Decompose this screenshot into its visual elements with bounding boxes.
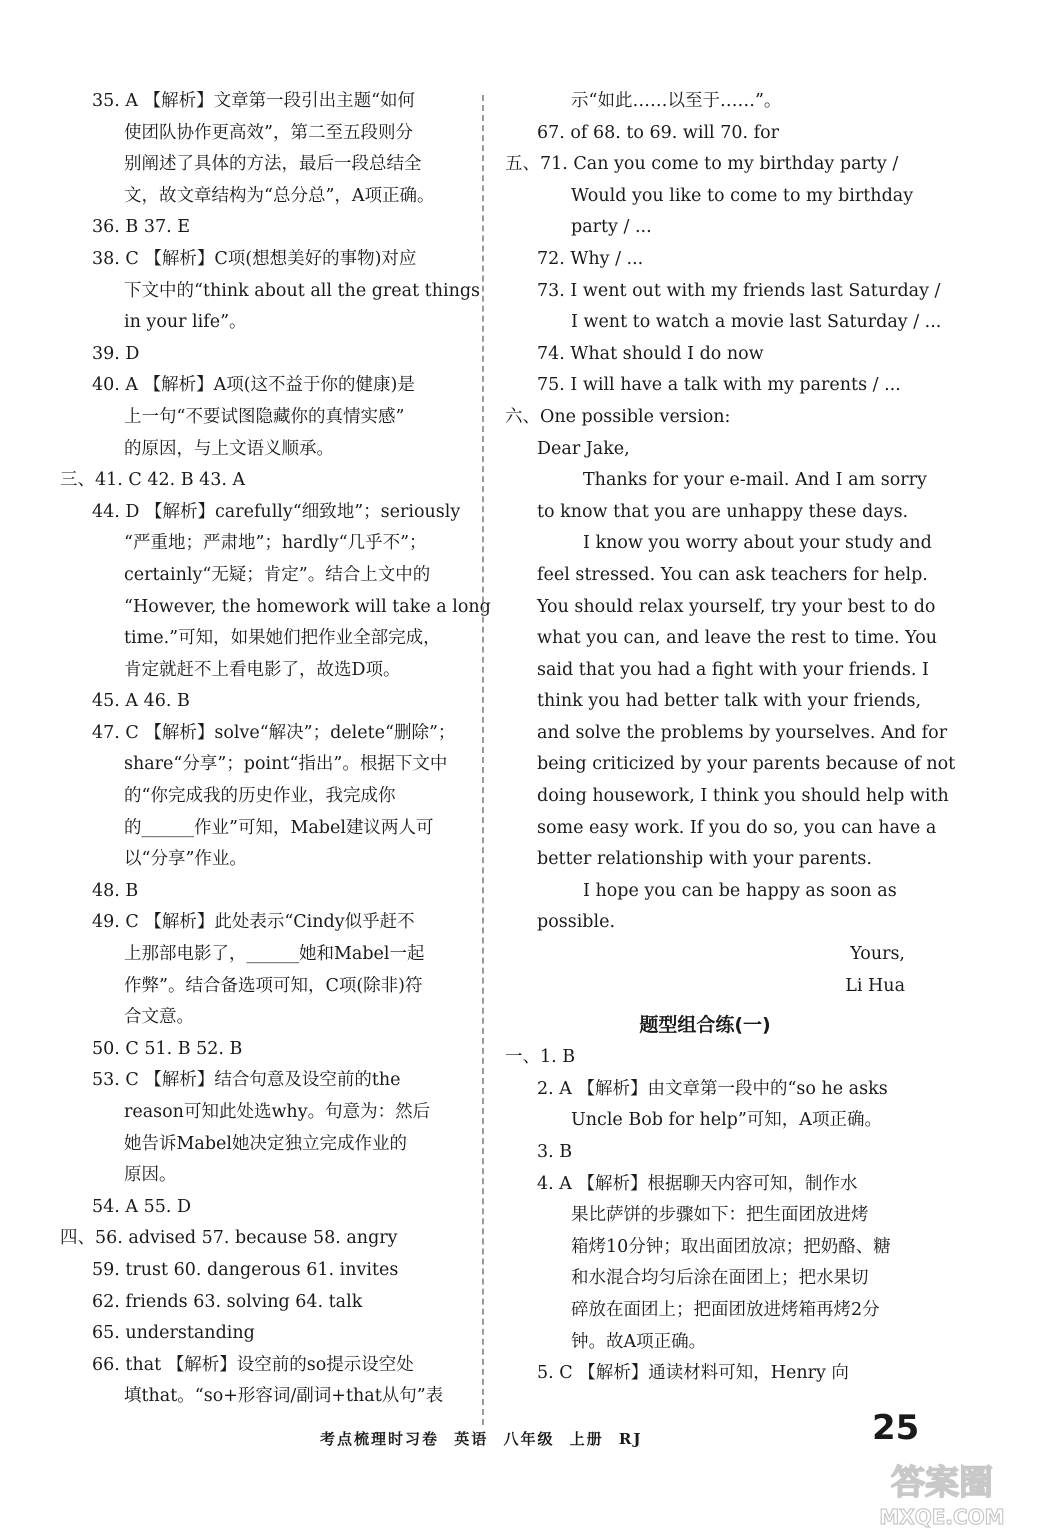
- right-line: to know that you are unhappy these days.: [537, 501, 909, 522]
- right-line: 4. A 【解析】根据聊天内容可知，制作水: [537, 1173, 858, 1194]
- right-line: 碎放在面团上；把面团放进烤箱再烤2分: [571, 1299, 880, 1320]
- left-line: 44. D 【解析】carefully“细致地”；seriously: [92, 501, 461, 522]
- left-line: reason可知此处选why。句意为：然后: [124, 1102, 431, 1122]
- right-line: 钟。故A项正确。: [571, 1331, 707, 1352]
- right-line: better relationship with your parents.: [537, 849, 872, 870]
- left-line: 50. C 51. B 52. B: [92, 1038, 243, 1059]
- right-line: 75. I will have a talk with my parents / ...: [537, 375, 901, 396]
- right-line: 示“如此……以至于……”。: [571, 91, 782, 111]
- left-line: time.”可知，如果她们把作业全部完成，: [124, 628, 441, 649]
- left-line: 三、41. C 42. B 43. A: [60, 470, 246, 491]
- left-line: 39. D: [92, 343, 140, 364]
- right-line: doing housework, I think you should help with: [537, 786, 949, 807]
- left-line: 38. C 【解析】C项(想想美好的事物)对应: [92, 248, 417, 269]
- left-line: 下文中的“think about all the great things: [124, 280, 481, 301]
- column-divider: [482, 95, 484, 1425]
- right-line: 74. What should I do now: [537, 343, 764, 364]
- right-line: what you can, and leave the rest to time. You: [537, 628, 938, 649]
- footer-book-info: 考点梳理时习卷 英语 八年级 上册 RJ: [320, 1430, 643, 1448]
- right-line: Li Hua: [845, 975, 905, 996]
- right-line: said that you had a fight with your friends. I: [537, 659, 929, 680]
- left-line: in your life”。: [124, 312, 247, 333]
- left-line: 的______作业”可知，Mabel建议两人可: [124, 817, 434, 838]
- left-line: 别阐述了具体的方法，最后一段总结全: [124, 154, 422, 175]
- right-line: 和水混合均匀后涂在面团上；把水果切: [571, 1268, 869, 1289]
- right-line: 箱烤10分钟；取出面团放凉；把奶酪、糖: [571, 1236, 891, 1257]
- left-line: 原因。: [124, 1165, 177, 1186]
- left-line: 四、56. advised 57. because 58. angry: [60, 1228, 398, 1249]
- left-line: 53. C 【解析】结合句意及设空前的the: [92, 1070, 401, 1091]
- left-line: 40. A 【解析】A项(这不益于你的健康)是: [92, 375, 415, 396]
- right-line: 一、1. B: [505, 1047, 576, 1068]
- right-line: 题型组合练(一): [639, 1014, 771, 1037]
- right-line: 五、71. Can you come to my birthday party /: [505, 154, 899, 175]
- left-line: 以“分享”作业。: [124, 849, 247, 870]
- watermark-logo: [862, 1452, 1022, 1532]
- left-line: 合文意。: [124, 1007, 194, 1028]
- left-line: certainly“无疑；肯定”。结合上文中的: [124, 564, 431, 585]
- right-line: party / ...: [571, 217, 652, 238]
- page-number: 25: [872, 1408, 920, 1448]
- right-line: Dear Jake,: [537, 438, 630, 459]
- left-line: 上那部电影了，______她和Mabel一起: [124, 944, 425, 965]
- right-line: 果比萨饼的步骤如下：把生面团放进烤: [571, 1205, 869, 1226]
- left-line: 45. A 46. B: [92, 691, 190, 712]
- left-line: 47. C 【解析】solve“解决”；delete“删除”；: [92, 722, 456, 743]
- right-line: feel stressed. You can ask teachers for help.: [537, 564, 928, 585]
- left-line: “However, the homework will take a long: [124, 596, 491, 617]
- left-line: 填that。“so+形容词/副词+that从句”表: [124, 1386, 444, 1407]
- left-line: 66. that 【解析】设空前的so提示设空处: [92, 1354, 414, 1375]
- left-column: [60, 86, 491, 1413]
- right-line: I went to watch a movie last Saturday / ...: [571, 312, 942, 333]
- right-line: 2. A 【解析】由文章第一段中的“so he asks: [537, 1078, 888, 1099]
- right-line: Would you like to come to my birthday: [571, 185, 914, 206]
- left-line: 她告诉Mabel她决定独立完成作业的: [124, 1133, 408, 1154]
- right-line: possible.: [537, 912, 616, 933]
- left-line: 65. understanding: [92, 1323, 255, 1344]
- left-line: 文，故文章结构为“总分总”，A项正确。: [124, 185, 435, 206]
- right-line: Thanks for your e-mail. And I am sorry: [583, 470, 927, 491]
- right-line: 73. I went out with my friends last Saturday /: [537, 280, 941, 301]
- left-line: 上一句“不要试图隐藏你的真情实感”: [124, 406, 405, 427]
- left-line: 的“你完成我的历史作业，我完成你: [124, 786, 396, 807]
- right-line: Uncle Bob for help”可知，A项正确。: [571, 1110, 882, 1131]
- right-line: some easy work. If you do so, you can have a: [537, 817, 937, 838]
- right-line: I know you worry about your study and: [583, 533, 932, 554]
- left-line: “严重地；严肃地”；hardly“几乎不”；: [124, 533, 427, 554]
- left-line: 36. B 37. E: [92, 217, 190, 238]
- right-line: I hope you can be happy as soon as: [583, 880, 897, 901]
- right-line: 67. of 68. to 69. will 70. for: [537, 122, 779, 143]
- right-line: 六、One possible version:: [505, 406, 731, 427]
- right-line: think you had better talk with your friends,: [537, 691, 922, 712]
- right-line: and solve the problems by yourselves. And for: [537, 722, 948, 743]
- left-line: 48. B: [92, 880, 139, 901]
- watermark-url: MXQE.COM: [879, 1505, 1005, 1529]
- right-line: Yours,: [850, 944, 905, 965]
- watermark-text: 答案圈: [891, 1463, 993, 1503]
- right-line: You should relax yourself, try your best to do: [537, 596, 936, 617]
- right-line: 72. Why / ...: [537, 248, 644, 269]
- left-line: 54. A 55. D: [92, 1196, 192, 1217]
- left-line: 使团队协作更高效”，第二至五段则分: [124, 122, 413, 143]
- left-line: share“分享”；point“指出”。根据下文中: [124, 754, 448, 775]
- left-line: 35. A 【解析】文章第一段引出主题“如何: [92, 91, 416, 111]
- right-line: 3. B: [537, 1142, 573, 1162]
- left-line: 作弊”。结合备选项可知，C项(除非)符: [124, 975, 423, 996]
- left-line: 肯定就赶不上看电影了，故选D项。: [124, 659, 401, 680]
- left-line: 49. C 【解析】此处表示“Cindy似乎赶不: [92, 912, 415, 933]
- left-line: 62. friends 63. solving 64. talk: [92, 1291, 363, 1312]
- left-line: 的原因，与上文语义顺承。: [124, 438, 334, 459]
- right-line: 5. C 【解析】通读材料可知，Henry 向: [537, 1363, 849, 1384]
- right-column: [505, 86, 956, 1390]
- right-line: being criticized by your parents because of not: [537, 754, 956, 775]
- left-line: 59. trust 60. dangerous 61. invites: [92, 1259, 399, 1280]
